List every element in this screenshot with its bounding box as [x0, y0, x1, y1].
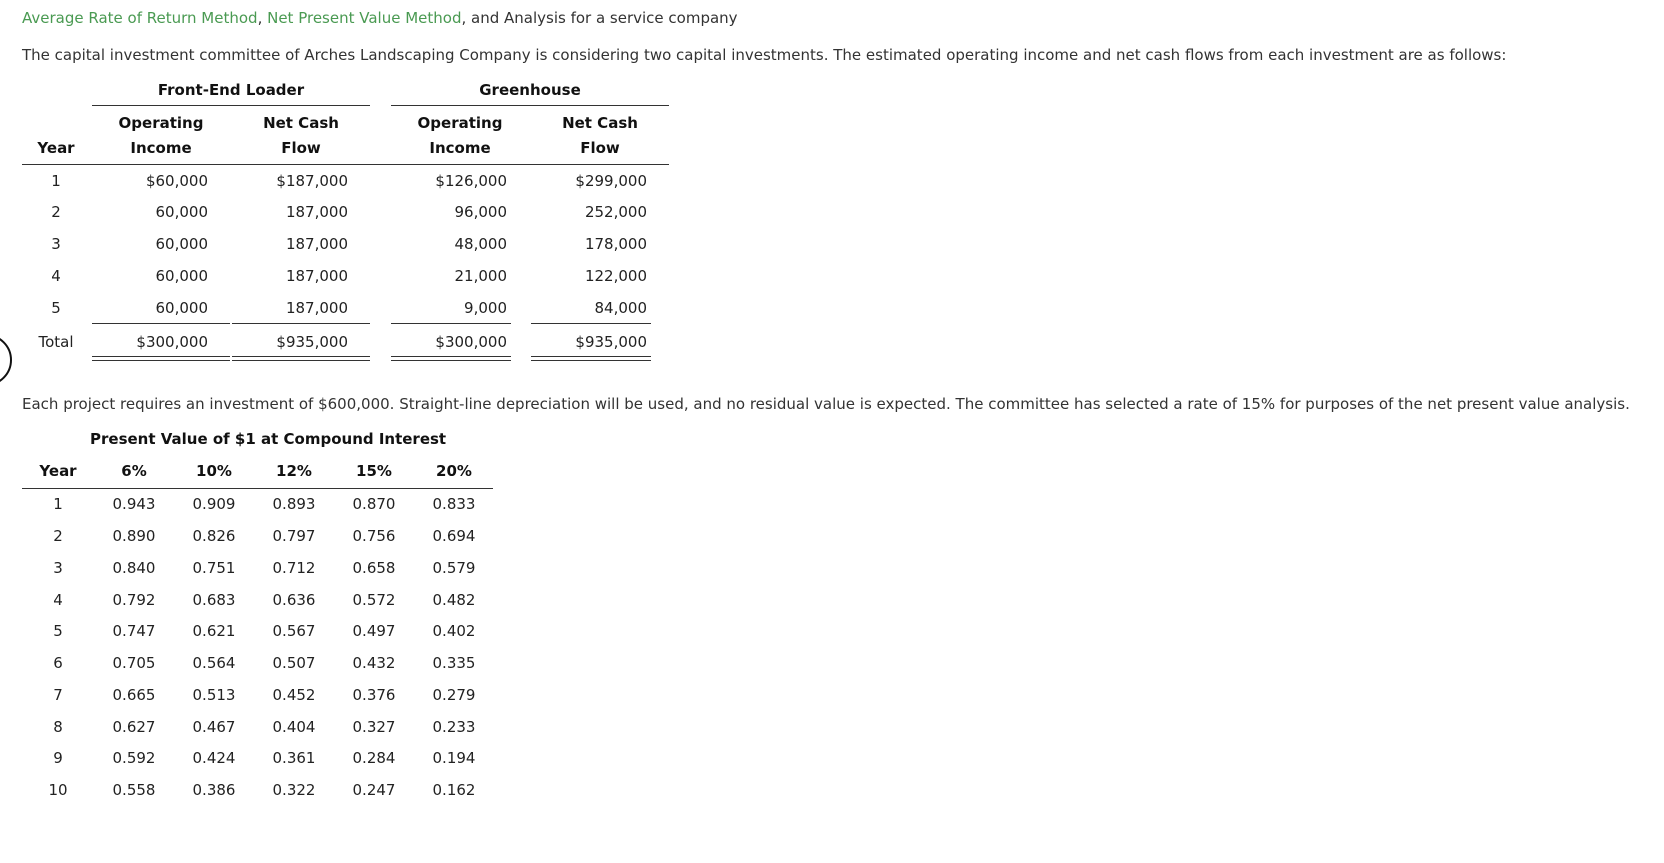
total-double-rule-gh-income [391, 356, 511, 361]
col-header-year: Year [37, 139, 75, 157]
gh-income-cell: 21,000 [454, 267, 507, 285]
pv-6-cell: 0.747 [112, 622, 156, 640]
pv-15-cell: 0.572 [352, 591, 396, 609]
title-rest: , and Analysis for a service company [461, 9, 738, 27]
group-underline-greenhouse [391, 105, 669, 106]
gh-income-cell: 48,000 [454, 235, 507, 253]
net-present-value-link[interactable]: Net Present Value Method [267, 9, 462, 27]
pv-6-cell: 0.792 [112, 591, 156, 609]
pv-12-cell: 0.361 [272, 749, 316, 767]
fel-cash-cell: 187,000 [285, 267, 348, 285]
pv-6-cell: 0.665 [112, 686, 156, 704]
page-title [22, 9, 738, 27]
pv-year-cell: 8 [53, 718, 63, 736]
gh-cash-cell: 252,000 [584, 203, 647, 221]
pv-20-cell: 0.402 [432, 622, 476, 640]
pv-6-cell: 0.558 [112, 781, 156, 799]
total-gh-income: $300,000 [435, 333, 507, 351]
pv-year-cell: 4 [53, 591, 63, 609]
pv-20-cell: 0.335 [432, 654, 476, 672]
pv-6-cell: 0.592 [112, 749, 156, 767]
col-header-fel-cash-top: Net Cash [263, 114, 339, 132]
gh-income-cell: 96,000 [454, 203, 507, 221]
pv-15-cell: 0.756 [352, 527, 396, 545]
pv-20-cell: 0.694 [432, 527, 476, 545]
pv-15-cell: 0.284 [352, 749, 396, 767]
pv-15-cell: 0.247 [352, 781, 396, 799]
subtotal-rule-gh-income [391, 323, 511, 324]
investment-requirement-text: Each project requires an investment of $600,000. Straight-line depreciation will be used, and no residual value is expected. The committee has selected a rate of 15% for purposes of the net present value analysis. [22, 395, 1630, 413]
circle-marker-icon [0, 334, 12, 386]
pv-10-cell: 0.513 [192, 686, 236, 704]
col-header-fel-cash-bottom: Flow [281, 139, 321, 157]
fel-income-cell: 60,000 [155, 203, 208, 221]
pv-20-cell: 0.194 [432, 749, 476, 767]
total-gh-cash: $935,000 [575, 333, 647, 351]
col-header-fel-income-bottom: Income [130, 139, 192, 157]
pv-10-cell: 0.467 [192, 718, 236, 736]
pv-20-cell: 0.579 [432, 559, 476, 577]
title-separator: , [257, 9, 268, 27]
pv-6-cell: 0.705 [112, 654, 156, 672]
pv-12-cell: 0.797 [272, 527, 316, 545]
pv-12-cell: 0.507 [272, 654, 316, 672]
total-fel-income: $300,000 [136, 333, 208, 351]
fel-cash-cell: 187,000 [285, 299, 348, 317]
pv-20-cell: 0.162 [432, 781, 476, 799]
total-label: Total [38, 333, 74, 351]
pv-12-cell: 0.636 [272, 591, 316, 609]
subtotal-rule-fel-cash [232, 323, 370, 324]
pv-year-cell: 3 [53, 559, 63, 577]
row-year: 3 [51, 235, 61, 253]
fel-income-cell: $60,000 [145, 172, 208, 190]
pv-year-cell: 10 [48, 781, 68, 799]
gh-income-cell: $126,000 [435, 172, 507, 190]
pv-12-cell: 0.712 [272, 559, 316, 577]
pv-6-cell: 0.943 [112, 495, 156, 513]
pv-header-15: 15% [356, 462, 392, 480]
pv-year-cell: 5 [53, 622, 63, 640]
pv-10-cell: 0.386 [192, 781, 236, 799]
group-underline-front-end-loader [92, 105, 370, 106]
pv-12-cell: 0.404 [272, 718, 316, 736]
pv-header-year: Year [39, 462, 77, 480]
pv-table-title: Present Value of $1 at Compound Interest [90, 430, 447, 448]
pv-6-cell: 0.840 [112, 559, 156, 577]
pv-12-cell: 0.893 [272, 495, 316, 513]
pv-15-cell: 0.327 [352, 718, 396, 736]
row-year: 4 [51, 267, 61, 285]
col-header-gh-cash-top: Net Cash [562, 114, 638, 132]
col-header-gh-cash-bottom: Flow [580, 139, 620, 157]
pv-12-cell: 0.322 [272, 781, 316, 799]
fel-income-cell: 60,000 [155, 267, 208, 285]
pv-15-cell: 0.870 [352, 495, 396, 513]
pv-10-cell: 0.909 [192, 495, 236, 513]
pv-10-cell: 0.826 [192, 527, 236, 545]
pv-header-6: 6% [121, 462, 147, 480]
subtotal-rule-fel-income [92, 323, 230, 324]
col-header-gh-income-top: Operating [417, 114, 503, 132]
pv-20-cell: 0.833 [432, 495, 476, 513]
pv-12-cell: 0.567 [272, 622, 316, 640]
pv-6-cell: 0.627 [112, 718, 156, 736]
gh-cash-cell: 178,000 [584, 235, 647, 253]
gh-cash-cell: 84,000 [594, 299, 647, 317]
fel-cash-cell: 187,000 [285, 235, 348, 253]
row-year: 1 [51, 172, 61, 190]
fel-cash-cell: 187,000 [285, 203, 348, 221]
col-header-gh-income-bottom: Income [429, 139, 491, 157]
pv-year-cell: 2 [53, 527, 63, 545]
pv-10-cell: 0.683 [192, 591, 236, 609]
pv-header-10: 10% [196, 462, 232, 480]
group-header-greenhouse: Greenhouse [479, 81, 581, 99]
pv-header-12: 12% [276, 462, 312, 480]
total-double-rule-fel-income [92, 356, 230, 361]
total-double-rule-gh-cash [531, 356, 651, 361]
pv-20-cell: 0.482 [432, 591, 476, 609]
total-fel-cash: $935,000 [276, 333, 348, 351]
pv-year-cell: 9 [53, 749, 63, 767]
total-double-rule-fel-cash [232, 356, 370, 361]
pv-20-cell: 0.279 [432, 686, 476, 704]
pv-15-cell: 0.432 [352, 654, 396, 672]
fel-income-cell: 60,000 [155, 299, 208, 317]
pv-header-20: 20% [436, 462, 472, 480]
pv-10-cell: 0.621 [192, 622, 236, 640]
pv-15-cell: 0.497 [352, 622, 396, 640]
average-rate-of-return-link[interactable]: Average Rate of Return Method [22, 9, 258, 27]
gh-cash-cell: 122,000 [584, 267, 647, 285]
gh-cash-cell: $299,000 [575, 172, 647, 190]
pv-12-cell: 0.452 [272, 686, 316, 704]
pv-10-cell: 0.751 [192, 559, 236, 577]
row-year: 5 [51, 299, 61, 317]
pv-year-cell: 7 [53, 686, 63, 704]
col-header-fel-income-top: Operating [118, 114, 204, 132]
intro-text: The capital investment committee of Arches Landscaping Company is considering two capital investments. The estimated operating income and net cash flows from each investment are as follows: [22, 46, 1507, 64]
header-rule [22, 164, 669, 165]
group-header-front-end-loader: Front-End Loader [157, 81, 305, 99]
pv-10-cell: 0.564 [192, 654, 236, 672]
pv-year-cell: 1 [53, 495, 63, 513]
gh-income-cell: 9,000 [464, 299, 507, 317]
fel-income-cell: 60,000 [155, 235, 208, 253]
pv-20-cell: 0.233 [432, 718, 476, 736]
pv-15-cell: 0.376 [352, 686, 396, 704]
pv-header-rule [22, 488, 493, 489]
subtotal-rule-gh-cash [531, 323, 651, 324]
pv-year-cell: 6 [53, 654, 63, 672]
fel-cash-cell: $187,000 [276, 172, 348, 190]
pv-10-cell: 0.424 [192, 749, 236, 767]
row-year: 2 [51, 203, 61, 221]
pv-6-cell: 0.890 [112, 527, 156, 545]
pv-15-cell: 0.658 [352, 559, 396, 577]
